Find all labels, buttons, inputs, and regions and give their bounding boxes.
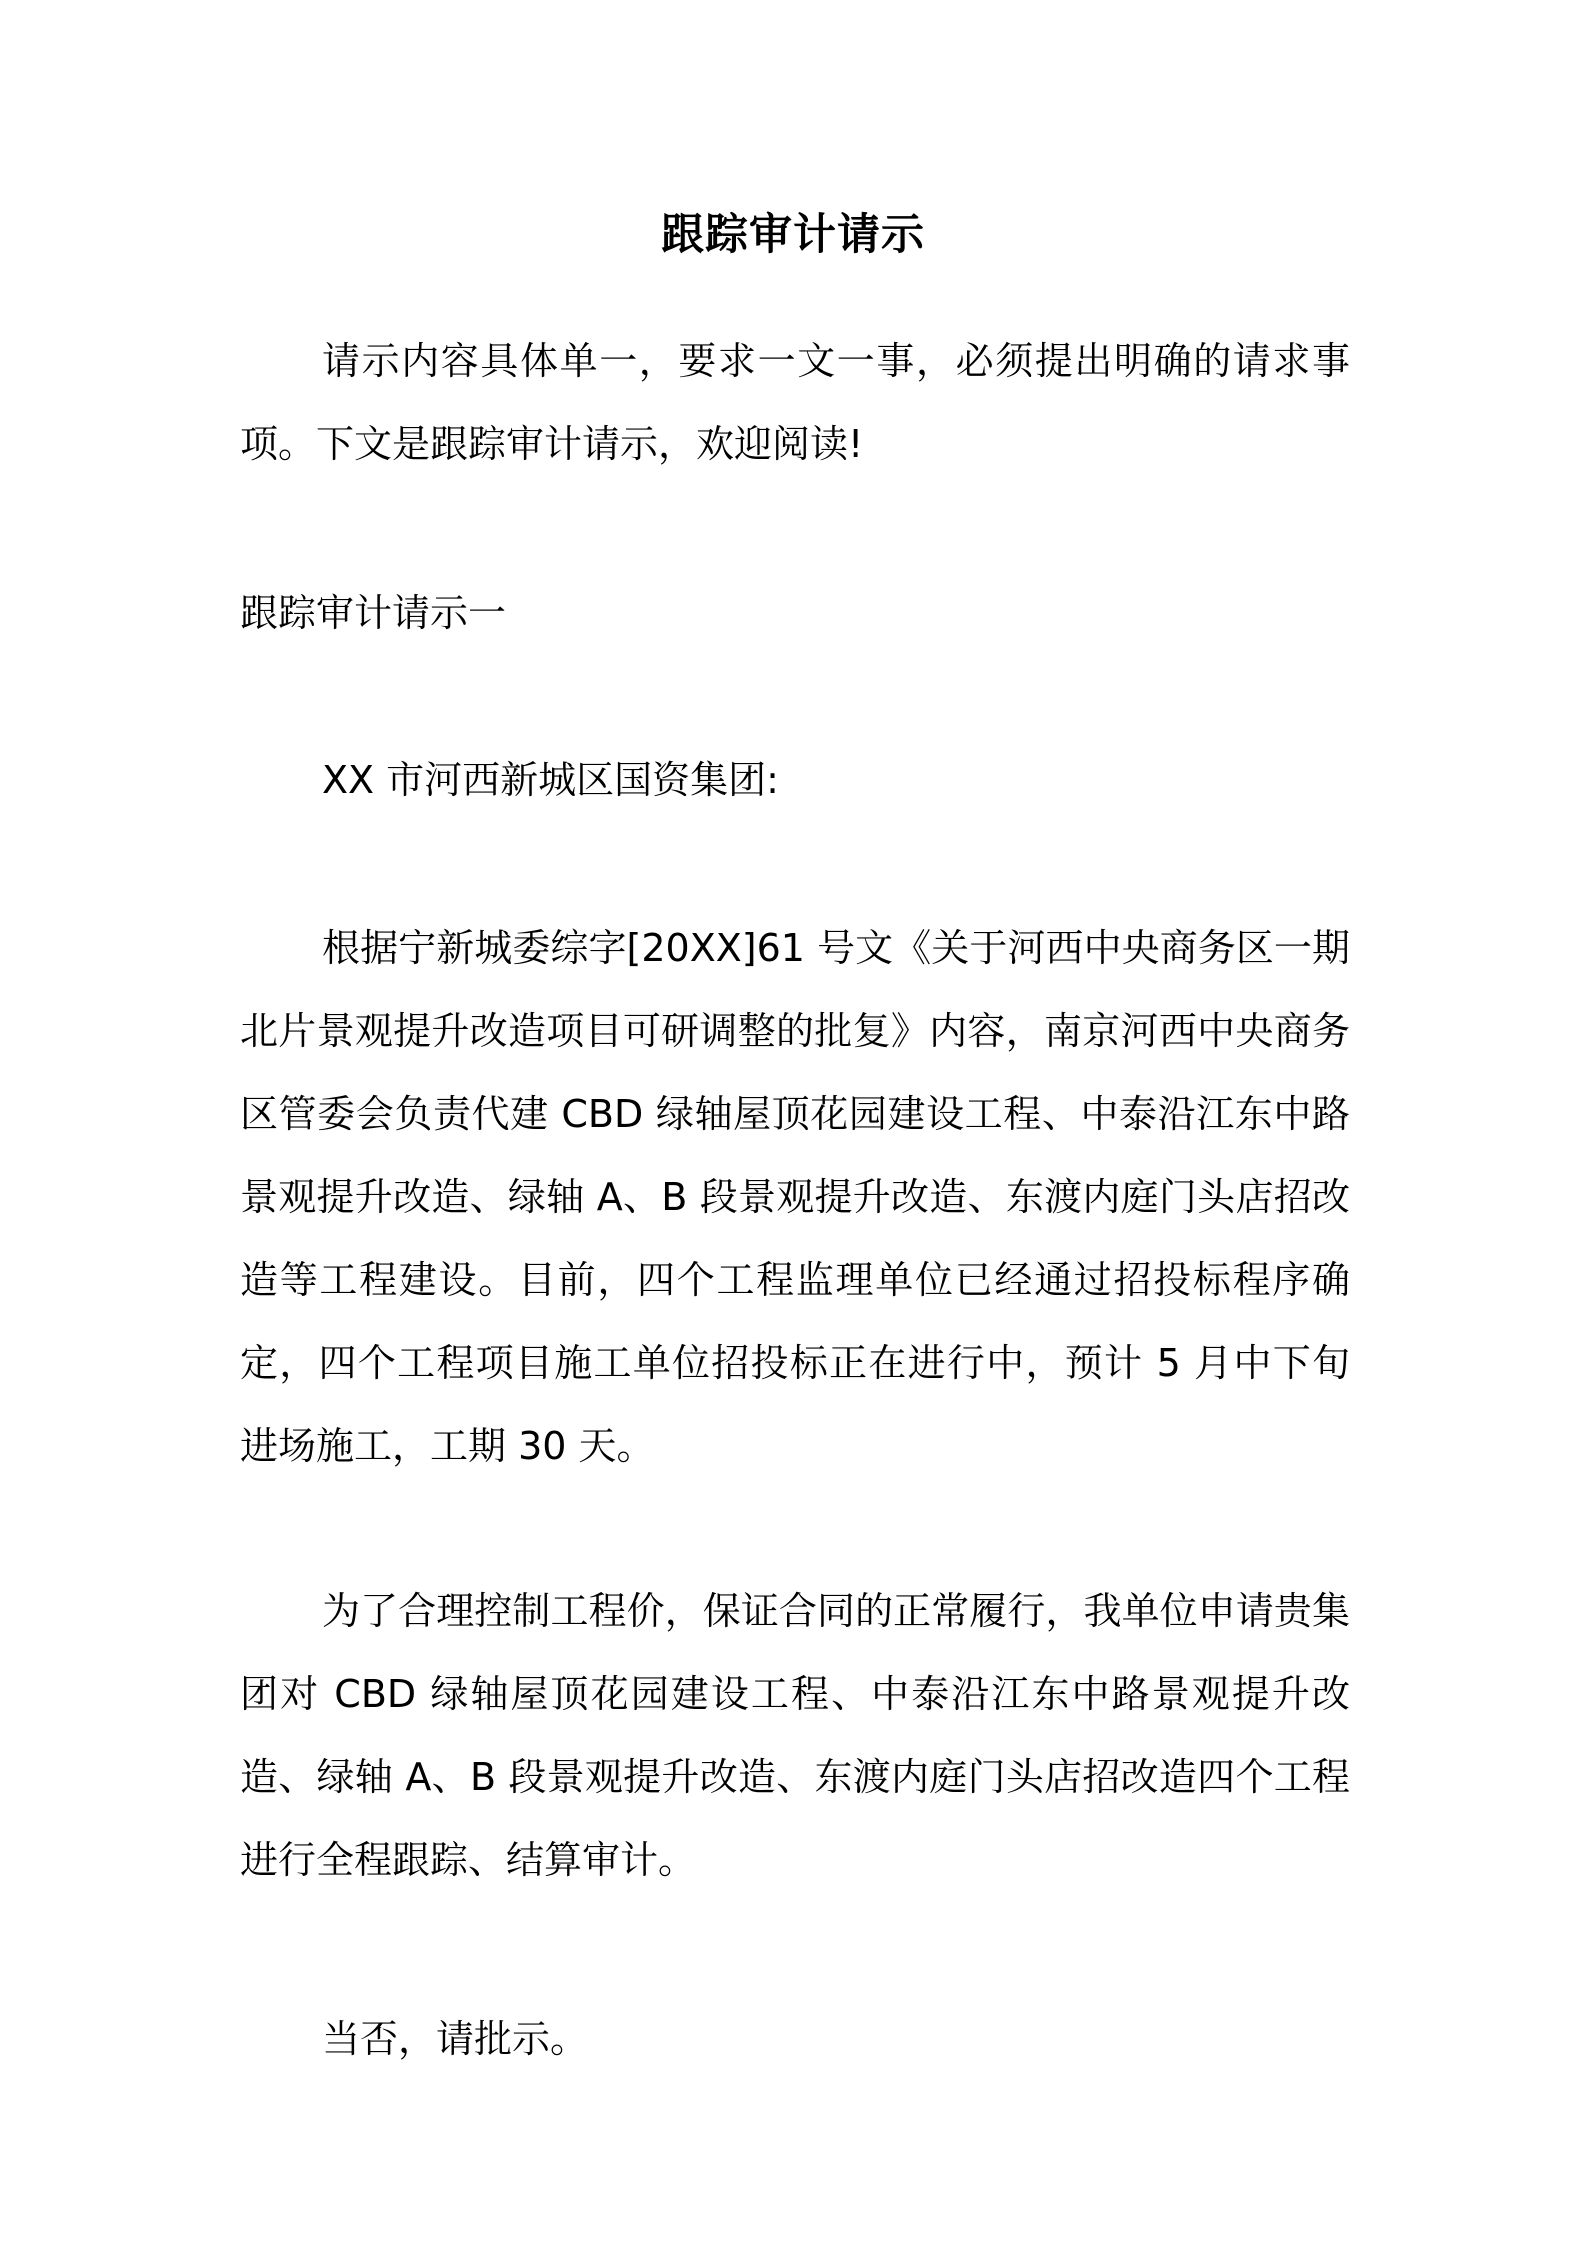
closing-line: 当否，请批示。 — [322, 2017, 589, 2061]
intro-paragraph: 请示内容具体单一，要求一文一事，必须提出明确的请求事项。下文是跟踪审计请示，欢迎阅读! — [240, 339, 1350, 466]
body-paragraph-2: 为了合理控制工程价，保证合同的正常履行，我单位申请贵集团对 CBD 绿轴屋顶花园建设工程、中泰沿江东中路景观提升改造、绿轴 A、B 段景观提升改造、东渡内庭门头店招改造四个工程进行全程跟踪、结算审计。 — [240, 1589, 1350, 1882]
body-paragraph-1: 根据宁新城委综字[20XX]61 号文《关于河西中央商务区一期北片景观提升改造项目可研调整的批复》内容，南京河西中央商务区管委会负责代建 CBD 绿轴屋顶花园建设工程、中泰沿江东中路景观提升改造、绿轴 A、B 段景观提升改造、东渡内庭门头店招改造等工程建设。目前，四个工程监理单位已经通过招投标程序确定，四个工程项目施工单位招投标正在进行中，预计 5 月中下旬进场施工，工期 30 天。 — [240, 926, 1350, 1468]
document-title: 跟踪审计请示 — [661, 210, 925, 260]
recipient-line: XX 市河西新城区国资集团: — [322, 758, 779, 802]
section-heading: 跟踪审计请示一 — [240, 591, 507, 635]
